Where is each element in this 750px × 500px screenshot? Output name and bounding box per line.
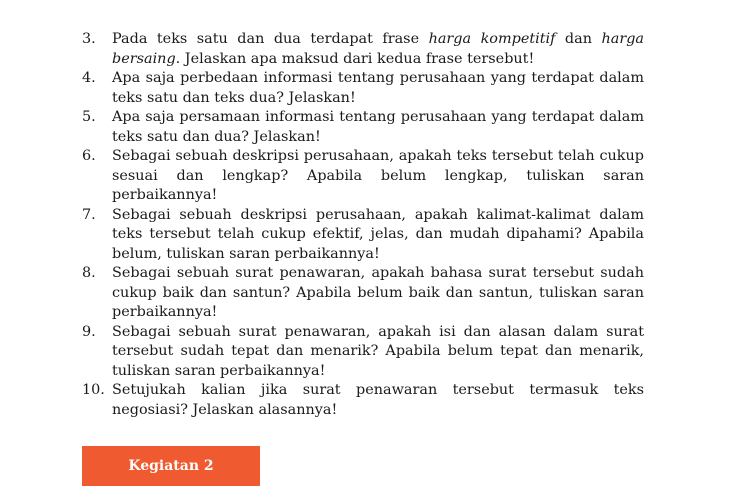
activity-header-box bbox=[82, 446, 260, 486]
question-number: 3. bbox=[82, 31, 96, 47]
question-item-6 bbox=[82, 147, 644, 206]
italic-term-harga-kompetitif: harga kompetitif bbox=[428, 31, 556, 47]
question-text: Apa saja persamaan informasi tentang perusahaan yang terdapat dalam teks satu dan dua? Jelaskan! bbox=[112, 109, 644, 145]
question-item-8 bbox=[82, 264, 644, 323]
activity-label: Kegiatan 2 bbox=[128, 458, 214, 474]
question-item-3 bbox=[82, 30, 644, 69]
question-text: Sebagai sebuah deskripsi perusahaan, apakah kalimat-kalimat dalam teks tersebut telah cukup efektif, jelas, dan mudah dipahami? Apabila belum, tuliskan saran perbaikannya! bbox=[112, 206, 644, 262]
question-text: Sebagai sebuah surat penawaran, apakah isi dan alasan dalam surat tersebut sudah tepat dan menarik? Apabila belum tepat dan menarik, tuliskan saran perbaikannya! bbox=[112, 323, 644, 379]
question-number: 7. bbox=[82, 206, 96, 223]
question-item-7 bbox=[82, 206, 644, 265]
question-item-4 bbox=[82, 69, 644, 108]
question-number: 6. bbox=[82, 148, 96, 164]
question-number: 9. bbox=[82, 323, 96, 340]
question-number: 10. bbox=[82, 382, 105, 398]
question-item-9 bbox=[82, 323, 644, 382]
question-item-5 bbox=[82, 108, 644, 147]
italic-term-harga-bersaing: harga bersaing bbox=[112, 31, 644, 67]
question-text: Setujukah kalian jika surat penawaran tersebut termasuk teks negosiasi? Jelaskan alasannya! bbox=[112, 382, 644, 418]
question-number: 4. bbox=[82, 70, 96, 86]
question-text: Sebagai sebuah surat penawaran, apakah bahasa surat tersebut sudah cukup baik dan santun? Apabila belum baik dan santun, tuliskan saran perbaikannya! bbox=[112, 265, 644, 320]
question-text: Sebagai sebuah deskripsi perusahaan, apakah teks tersebut telah cukup sesuai dan lengkap? Apabila belum lengkap, tuliskan saran perbaikannya! bbox=[112, 148, 644, 203]
question-number: 8. bbox=[82, 265, 96, 281]
question-text: Apa saja perbedaan informasi tentang perusahaan yang terdapat dalam teks satu dan teks dua? Jelaskan! bbox=[112, 70, 644, 106]
question-text: Pada teks satu dan dua terdapat frase harga kompetitif dan harga bersaing. Jelaskan apa maksud dari kedua frase tersebut! bbox=[112, 31, 644, 67]
question-list bbox=[82, 30, 644, 420]
question-item-10 bbox=[82, 381, 644, 420]
question-number: 5. bbox=[82, 109, 96, 125]
